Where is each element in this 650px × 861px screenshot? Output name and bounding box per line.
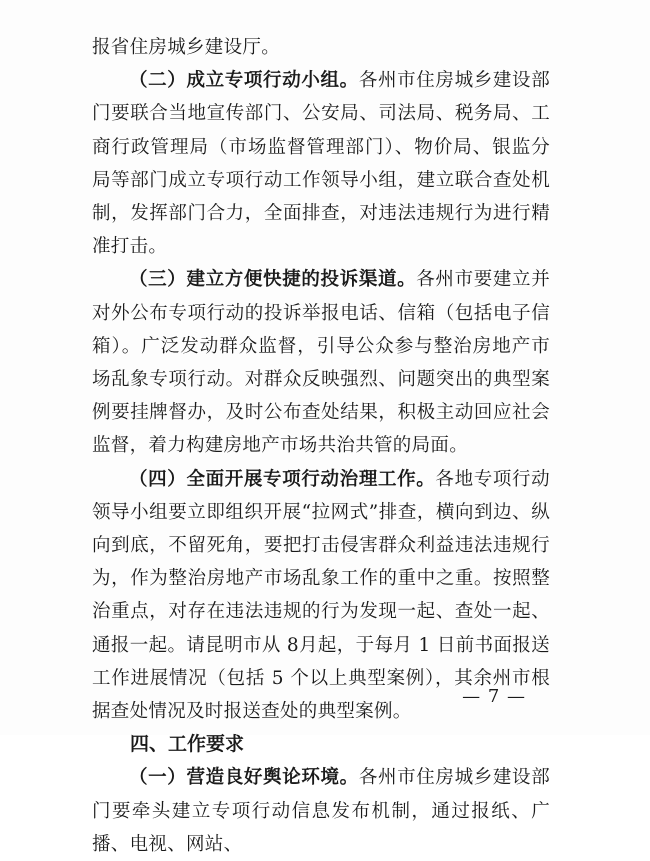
document-body: [92, 31, 550, 861]
requirement-one-text: 各州市住房城乡建设部门要牵头建立专项行动信息发布机制，通过报纸、广播、电视、网站、: [92, 767, 550, 855]
paragraph-two-heading: （二）成立专项行动小组。: [129, 70, 359, 92]
continuation-text: 报省住房城乡建设厅。: [92, 37, 281, 58]
section-heading: 四、工作要求: [130, 733, 245, 756]
paragraph-two-text: 各州市住房城乡建设部门要联合当地宣传部门、公安局、司法局、税务局、工商行政管理局（市场监督管理部门）、物价局、银监分局等部门成立专项行动工作领导小组，建立联合查处机制，发挥部门合力，全面排查，对违法违规行为进行精准打击。: [92, 70, 550, 258]
paragraph-three-heading: （三）建立方便快捷的投诉渠道。: [129, 269, 417, 291]
page-number: — 7 —: [462, 686, 526, 707]
paragraph-three: [92, 263, 550, 462]
paragraph-two: [92, 64, 550, 263]
paragraph-three-text: 各州市要建立并对外公布专项行动的投诉举报电话、信箱（包括电子信箱）。广泛发动群众监督，引导公众参与整治房地产市场乱象专项行动。对群众反映强烈、问题突出的典型案例要挂牌督办，及时公布查处结果，积极主动回应社会监督，着力构建房地产市场共治共管的局面。: [92, 269, 550, 457]
paragraph-four-text: 各地专项行动领导小组要立即组织开展“拉网式”排查，横向到边、纵向到底，不留死角，要把打击侵害群众利益违法违规行为，作为整治房地产市场乱象工作的重中之重。按照整治重点，对存在违法违规的行为发现一起、查处一起、通报一起。请昆明市从 8月起，于每月 1 日前书面报送工作进展情况（包括 5 个以上典型案例），其余州市根据查处情况及时报送查处的典型案例。: [92, 468, 550, 723]
paragraph-requirement-one: [92, 761, 550, 861]
paragraph-four-heading: （四）全面开展专项行动治理工作。: [129, 468, 436, 490]
requirement-one-heading: （一）营造良好舆论环境。: [129, 767, 359, 789]
